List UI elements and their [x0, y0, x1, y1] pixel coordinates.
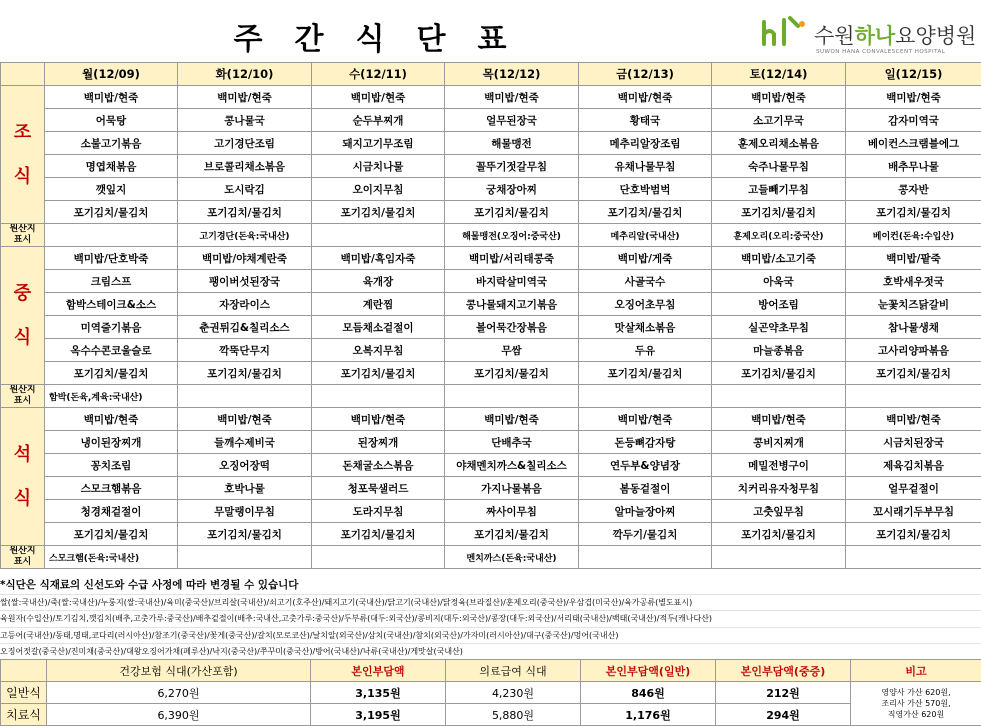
origin-cell [178, 546, 312, 569]
menu-item: 오징어장떡 [178, 454, 312, 477]
menu-item: 청경채겉절이 [45, 500, 178, 523]
menu-item: 고기경단조림 [178, 132, 312, 155]
menu-item: 포기김치/물김치 [445, 201, 579, 224]
corner-cell [1, 63, 45, 86]
menu-item: 백미밥/현죽 [712, 408, 846, 431]
cost-header: 본인부담액(중증) [716, 660, 851, 682]
cost-cell: 5,880원 [446, 704, 581, 726]
menu-item: 아욱국 [712, 270, 846, 293]
menu-item: 백미밥/야채계란죽 [178, 247, 312, 270]
origin-cell [312, 385, 445, 408]
day-header: 목(12/12) [445, 63, 579, 86]
section-label-char: 식 [1, 316, 44, 360]
origin-note-line: 육원자(수입산)/토기김치,깻김치(배추,고춧가루:중국산)/배추겉절이(배추:국내산,고춧가루:중국산)/두부류(대두:외국산)/콩비지(대두:외국산)/콩장(대두:외국산)/서리태(국내산)/백태(국내산)/적두(캐나다산) [0, 611, 981, 628]
logo-subtitle: SUWON HANA CONVALESCENT HOSPITAL [816, 49, 945, 55]
cost-cell: 1,176원 [581, 704, 716, 726]
menu-item: 맛살채소볶음 [579, 316, 712, 339]
menu-item: 감자미역국 [846, 109, 981, 132]
menu-item: 볼어묵간장볶음 [445, 316, 579, 339]
cost-row-label: 치료식 [1, 704, 47, 726]
lunch-section-label [1, 247, 45, 385]
menu-item: 명엽채볶음 [45, 155, 178, 178]
menu-item: 브로콜리채소볶음 [178, 155, 312, 178]
menu-item: 팽이버섯된장국 [178, 270, 312, 293]
dinner-menu-row [1, 431, 981, 454]
cost-cell: 212원 [716, 682, 851, 704]
lunch-origin-row [1, 385, 981, 408]
menu-item: 포기김치/물김치 [846, 201, 981, 224]
menu-item: 포기김치/물김치 [45, 362, 178, 385]
menu-item: 돈등뼈감자탕 [579, 431, 712, 454]
breakfast-menu-row [1, 132, 981, 155]
menu-item: 백미밥/현죽 [312, 408, 445, 431]
menu-item: 실곤약초무침 [712, 316, 846, 339]
menu-item: 된장찌개 [312, 431, 445, 454]
menu-item: 유채나물무침 [579, 155, 712, 178]
menu-item: 포기김치/물김치 [45, 523, 178, 546]
origin-cell [178, 385, 312, 408]
menu-item: 백미밥/현죽 [312, 86, 445, 109]
menu-item: 백미밥/서리태콩죽 [445, 247, 579, 270]
page-title [0, 14, 740, 58]
menu-item: 무쌈 [445, 339, 579, 362]
menu-item: 호박새우젓국 [846, 270, 981, 293]
origin-label: 원산지 표시 [1, 224, 45, 247]
menu-item: 콩나물국 [178, 109, 312, 132]
menu-item: 메추리알장조림 [579, 132, 712, 155]
dinner-menu-row [1, 523, 981, 546]
menu-item: 소불고기볶음 [45, 132, 178, 155]
menu-item: 백미밥/현죽 [846, 86, 981, 109]
cost-header-row [1, 660, 981, 682]
menu-item: 단호박범벅 [579, 178, 712, 201]
title-char: 표 [477, 14, 506, 58]
menu-item: 백미밥/현죽 [579, 86, 712, 109]
section-label-char: 식 [1, 155, 44, 199]
logo-mark-icon [760, 16, 808, 50]
origin-note-line: 쌀(쌀:국내산)/죽(쌀:국내산)/누룽지(쌀:국내산)/육미(중국산)/브리살(국내산)/쇠고기(호주산)/돼지고기(국내산)/닭고기(국내산)/닭정육(브라질산)/훈제오리(중국산)/우삼겹(미국산)/육가공류(별도표시) [0, 595, 981, 612]
origin-cell [312, 546, 445, 569]
menu-item: 시금치된장국 [846, 431, 981, 454]
cost-header [1, 660, 47, 682]
menu-item: 단배추국 [445, 431, 579, 454]
origin-cell [579, 546, 712, 569]
dinner-menu-row [1, 477, 981, 500]
menu-item: 꽁치조림 [45, 454, 178, 477]
section-label-char: 중 [1, 272, 44, 316]
day-header: 토(12/14) [712, 63, 846, 86]
breakfast-menu-row [1, 155, 981, 178]
menu-item: 소고기무국 [712, 109, 846, 132]
dinner-menu-row [1, 408, 981, 431]
menu-item: 포기김치/물김치 [579, 362, 712, 385]
remark-line: 영양사 가산 620원, [851, 687, 981, 698]
dinner-menu-row [1, 454, 981, 477]
menu-item: 참나물생채 [846, 316, 981, 339]
menu-item: 가지나물볶음 [445, 477, 579, 500]
menu-item: 훈제오리채소볶음 [712, 132, 846, 155]
cost-cell: 6,270원 [47, 682, 311, 704]
menu-item: 포기김치/물김치 [712, 201, 846, 224]
menu-item: 돈채굴소스볶음 [312, 454, 445, 477]
day-header: 월(12/09) [45, 63, 178, 86]
day-header: 화(12/10) [178, 63, 312, 86]
menu-item: 꼴뚜기젓갈무침 [445, 155, 579, 178]
breakfast-section-label [1, 86, 45, 224]
origin-label: 원산지 표시 [1, 385, 45, 408]
menu-item: 백미밥/현죽 [579, 408, 712, 431]
menu-item: 꼬시래기두부무침 [846, 500, 981, 523]
title-char: 간 [295, 14, 324, 58]
menu-item: 함박스테이크&소스 [45, 293, 178, 316]
cost-remark [851, 682, 981, 726]
day-header: 일(12/15) [846, 63, 981, 86]
cost-cell: 294원 [716, 704, 851, 726]
day-header-row [1, 63, 981, 86]
cost-cell: 3,195원 [311, 704, 446, 726]
menu-item: 포기김치/물김치 [712, 523, 846, 546]
cost-cell: 6,390원 [47, 704, 311, 726]
origin-cell: 고기경단(돈육:국내산) [178, 224, 312, 247]
title-char: 식 [356, 14, 385, 58]
cost-header: 본인부담액 [311, 660, 446, 682]
notice-line: *식단은 식재료의 신선도와 수급 사정에 따라 변경될 수 있습니다 [0, 578, 981, 595]
breakfast-origin-row [1, 224, 981, 247]
lunch-menu-row [1, 362, 981, 385]
menu-item: 깍뚝단무지 [178, 339, 312, 362]
menu-item: 황태국 [579, 109, 712, 132]
menu-item: 백미밥/현죽 [846, 408, 981, 431]
menu-item: 크림스프 [45, 270, 178, 293]
menu-item: 깍두기/물김치 [579, 523, 712, 546]
menu-item: 호박나물 [178, 477, 312, 500]
dinner-menu-row [1, 500, 981, 523]
origin-cell [712, 546, 846, 569]
weekly-menu-table [0, 62, 981, 569]
menu-item: 모듬채소겉절이 [312, 316, 445, 339]
cost-cell: 3,135원 [311, 682, 446, 704]
menu-item: 콩비지찌개 [712, 431, 846, 454]
menu-item: 스모크햄볶음 [45, 477, 178, 500]
menu-item: 바지락살미역국 [445, 270, 579, 293]
cost-header: 비고 [851, 660, 981, 682]
menu-item: 포기김치/물김치 [846, 523, 981, 546]
menu-item: 포기김치/물김치 [312, 523, 445, 546]
section-label-char: 조 [1, 111, 44, 155]
origin-cell [445, 385, 579, 408]
origin-cell: 스모크햄(돈육:국내산) [45, 546, 178, 569]
menu-item: 포기김치/물김치 [178, 523, 312, 546]
origin-cell [312, 224, 445, 247]
menu-item: 들깨수제비국 [178, 431, 312, 454]
menu-item: 숙주나물무침 [712, 155, 846, 178]
menu-item: 어묵탕 [45, 109, 178, 132]
menu-item: 두유 [579, 339, 712, 362]
lunch-menu-row [1, 316, 981, 339]
menu-item: 도라지무침 [312, 500, 445, 523]
dinner-origin-row [1, 546, 981, 569]
menu-item: 마늘종볶음 [712, 339, 846, 362]
origin-note-line: 오징어젓갈(중국산)/진미채(중국산)/대왕오징어가채(페루산)/낙지(중국산)/쭈꾸미(중국산)/방어(국내산)/낙류(국내산)/게맛살(국내산) [0, 644, 981, 661]
menu-item: 치커리유자청무침 [712, 477, 846, 500]
menu-item: 시금치나물 [312, 155, 445, 178]
origin-label: 원산지 표시 [1, 546, 45, 569]
logo-name-suffix: 요양병원 [895, 24, 976, 48]
menu-item: 눈꽃치즈닭갈비 [846, 293, 981, 316]
menu-item: 옥수수콘코울슬로 [45, 339, 178, 362]
menu-item: 깻잎지 [45, 178, 178, 201]
origin-cell: 훈제오리(오리:중국산) [712, 224, 846, 247]
menu-item: 포기김치/물김치 [579, 201, 712, 224]
menu-item: 배추무나물 [846, 155, 981, 178]
dinner-section-label [1, 408, 45, 546]
menu-item: 포기김치/물김치 [178, 362, 312, 385]
menu-item: 포기김치/물김치 [846, 362, 981, 385]
menu-item: 돼지고기무조림 [312, 132, 445, 155]
menu-item: 자장라이스 [178, 293, 312, 316]
menu-item: 육개장 [312, 270, 445, 293]
cost-row-label: 일반식 [1, 682, 47, 704]
menu-item: 포기김치/물김치 [712, 362, 846, 385]
origin-cell [712, 385, 846, 408]
title-char: 주 [234, 14, 263, 58]
menu-item: 포기김치/물김치 [312, 362, 445, 385]
lunch-menu-row [1, 293, 981, 316]
cost-row [1, 682, 981, 704]
origin-cell [45, 224, 178, 247]
menu-item: 계란찜 [312, 293, 445, 316]
cost-cell: 4,230원 [446, 682, 581, 704]
section-label-char: 석 [1, 433, 44, 477]
menu-item: 백미밥/소고기죽 [712, 247, 846, 270]
cost-header: 건강보험 식대(가산포함) [47, 660, 311, 682]
menu-item: 봄동겉절이 [579, 477, 712, 500]
menu-item: 오복지무침 [312, 339, 445, 362]
menu-item: 춘권튀김&칠리소스 [178, 316, 312, 339]
origin-cell [846, 385, 981, 408]
breakfast-menu-row [1, 109, 981, 132]
menu-item: 포기김치/물김치 [45, 201, 178, 224]
menu-item: 백미밥/현죽 [45, 408, 178, 431]
breakfast-menu-row [1, 86, 981, 109]
menu-item: 연두부&양념장 [579, 454, 712, 477]
menu-item: 백미밥/게죽 [579, 247, 712, 270]
lunch-menu-row [1, 270, 981, 293]
menu-item: 백미밥/현죽 [178, 408, 312, 431]
origin-cell: 함박(돈육,계육:국내산) [45, 385, 178, 408]
logo-name-prefix: 수원 [814, 24, 855, 48]
menu-item: 해물맹전 [445, 132, 579, 155]
section-label-char: 식 [1, 477, 44, 521]
menu-item: 백미밥/현죽 [445, 408, 579, 431]
origin-note-line: 고등어(국내산)/동태,명태,코다리(러시아산)/참조기(중국산)/꽃게(중국산)/갈치(모로코산)/날치알(외국산)/삼치(국내산)/참치(외국산)/가자미(러시아산)/대구(중국산)/멍어(국내산) [0, 628, 981, 645]
menu-item: 고사리양파볶음 [846, 339, 981, 362]
menu-item: 얼무겉절이 [846, 477, 981, 500]
hospital-logo [760, 16, 975, 56]
menu-item: 포기김치/물김치 [178, 201, 312, 224]
origin-cell: 멘치까스(돈육:국내산) [445, 546, 579, 569]
menu-item: 베이컨스크램블에그 [846, 132, 981, 155]
origin-cell [579, 385, 712, 408]
menu-item: 백미밥/흑임자죽 [312, 247, 445, 270]
origin-cell [846, 546, 981, 569]
day-header: 수(12/11) [312, 63, 445, 86]
menu-item: 사골국수 [579, 270, 712, 293]
menu-item: 고춧잎무침 [712, 500, 846, 523]
cost-row [1, 704, 981, 726]
menu-item: 콩자반 [846, 178, 981, 201]
ingredient-origin-notes [0, 578, 981, 661]
logo-name-accent: 하나 [855, 24, 896, 48]
cost-header: 본인부담액(일반) [581, 660, 716, 682]
menu-item: 냉이된장찌개 [45, 431, 178, 454]
menu-item: 짜사이무침 [445, 500, 579, 523]
header [0, 0, 981, 63]
origin-cell: 해물맹전(오징어:중국산) [445, 224, 579, 247]
menu-item: 백미밥/단호박죽 [45, 247, 178, 270]
menu-item: 미역줄기볶음 [45, 316, 178, 339]
menu-item: 제육김치볶음 [846, 454, 981, 477]
menu-item: 알마늘장아찌 [579, 500, 712, 523]
remark-line: 조리사 가산 570원, [851, 698, 981, 709]
lunch-menu-row [1, 339, 981, 362]
menu-item: 방어조림 [712, 293, 846, 316]
menu-item: 메밀전병구이 [712, 454, 846, 477]
remark-line: 직영가산 620원 [851, 709, 981, 720]
breakfast-menu-row [1, 201, 981, 224]
menu-item: 야채멘치까스&칠리소스 [445, 454, 579, 477]
menu-item: 고들빼기무침 [712, 178, 846, 201]
menu-item: 궁채장아찌 [445, 178, 579, 201]
menu-item: 포기김치/물김치 [445, 362, 579, 385]
menu-item: 백미밥/현죽 [445, 86, 579, 109]
origin-cell: 베이컨(돈육:수입산) [846, 224, 981, 247]
cost-header: 의료급여 식대 [446, 660, 581, 682]
menu-item: 오이지무침 [312, 178, 445, 201]
menu-item: 백미밥/현죽 [45, 86, 178, 109]
meal-cost-table [0, 659, 981, 726]
menu-item: 포기김치/물김치 [445, 523, 579, 546]
menu-item: 백미밥/현죽 [712, 86, 846, 109]
menu-item: 청포묵샐러드 [312, 477, 445, 500]
menu-item: 얼무된장국 [445, 109, 579, 132]
menu-item: 오징어초무침 [579, 293, 712, 316]
logo-name [814, 20, 976, 50]
menu-item: 무말랭이무침 [178, 500, 312, 523]
menu-item: 콩나물돼지고기볶음 [445, 293, 579, 316]
origin-cell: 메추리알(국내산) [579, 224, 712, 247]
menu-item: 백미밥/팥죽 [846, 247, 981, 270]
cost-cell: 846원 [581, 682, 716, 704]
title-char: 단 [416, 14, 445, 58]
breakfast-menu-row [1, 178, 981, 201]
lunch-menu-row [1, 247, 981, 270]
menu-item: 도시락김 [178, 178, 312, 201]
day-header: 금(12/13) [579, 63, 712, 86]
menu-item: 포기김치/물김치 [312, 201, 445, 224]
menu-item: 백미밥/현죽 [178, 86, 312, 109]
menu-item: 순두부찌개 [312, 109, 445, 132]
